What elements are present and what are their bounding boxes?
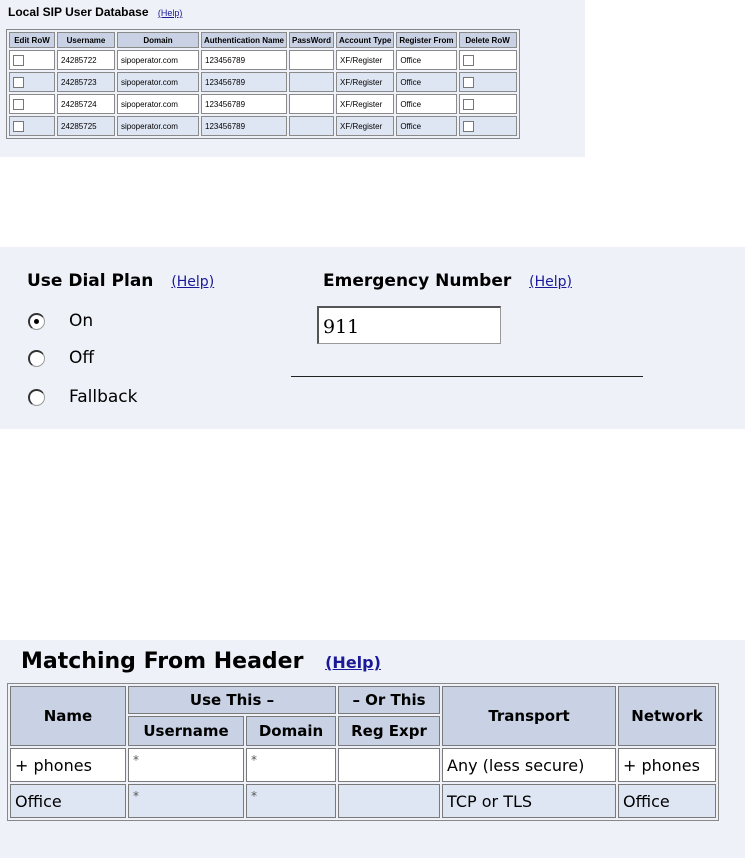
reg-expr-input[interactable] (338, 784, 440, 818)
col-group-use-this: Use This – (128, 686, 336, 714)
delete-row-checkbox[interactable] (459, 116, 517, 136)
transport-select[interactable]: TCP or TLS (442, 784, 616, 818)
password-cell[interactable] (289, 72, 334, 92)
sip-user-table (6, 29, 520, 139)
sip-user-database-panel (0, 0, 585, 157)
delete-row-checkbox[interactable] (459, 50, 517, 70)
account-type-cell[interactable]: XF/Register (336, 72, 394, 92)
col-reg-expr: Reg Expr (338, 716, 440, 746)
domain-cell[interactable]: sipoperator.com (117, 72, 199, 92)
account-type-cell[interactable]: XF/Register (336, 116, 394, 136)
sip-db-heading (8, 5, 182, 19)
radio-label-off: Off (69, 348, 95, 368)
password-cell[interactable] (289, 50, 334, 70)
dial-plan-panel (0, 247, 745, 429)
username-cell[interactable]: 24285725 (57, 116, 115, 136)
col-domain: Domain (246, 716, 336, 746)
delete-row-checkbox[interactable] (459, 94, 517, 114)
name-cell[interactable]: Office (10, 784, 126, 818)
radio-fallback[interactable] (28, 389, 45, 406)
register-from-cell[interactable]: Office (396, 50, 456, 70)
username-cell[interactable]: 24285722 (57, 50, 115, 70)
dial-plan-option-on[interactable] (28, 311, 93, 331)
matching-title: Matching From Header (21, 649, 304, 674)
radio-label-on: On (69, 311, 94, 331)
col-network: Network (618, 686, 716, 746)
dial-plan-title: Use Dial Plan (27, 271, 154, 291)
col-password: PassWord (289, 32, 334, 48)
dial-plan-option-fallback[interactable] (28, 387, 137, 407)
emergency-number-input[interactable]: 911 (317, 306, 501, 344)
matching-heading (21, 649, 381, 674)
auth-name-cell[interactable]: 123456789 (201, 116, 287, 136)
table-row (10, 748, 716, 782)
register-from-cell[interactable]: Office (396, 72, 456, 92)
name-cell[interactable]: + phones (10, 748, 126, 782)
sip-db-title: Local SIP User Database (8, 5, 149, 19)
username-input[interactable]: * (128, 748, 244, 782)
register-from-cell[interactable]: Office (396, 94, 456, 114)
network-select[interactable]: Office (618, 784, 716, 818)
col-auth-name: Authentication Name (201, 32, 287, 48)
auth-name-cell[interactable]: 123456789 (201, 50, 287, 70)
account-type-cell[interactable]: XF/Register (336, 94, 394, 114)
transport-select[interactable]: Any (less secure) (442, 748, 616, 782)
username-input[interactable]: * (128, 784, 244, 818)
username-cell[interactable]: 24285723 (57, 72, 115, 92)
matching-from-header-panel (0, 640, 745, 858)
auth-name-cell[interactable]: 123456789 (201, 72, 287, 92)
matching-help-link[interactable]: (Help) (325, 653, 381, 672)
table-row (9, 116, 517, 136)
domain-cell[interactable]: sipoperator.com (117, 50, 199, 70)
register-from-cell[interactable]: Office (396, 116, 456, 136)
col-delete-row: Delete RoW (459, 32, 517, 48)
table-row (9, 94, 517, 114)
radio-off[interactable] (28, 350, 45, 367)
password-cell[interactable] (289, 116, 334, 136)
col-account-type: Account Type (336, 32, 394, 48)
password-cell[interactable] (289, 94, 334, 114)
matching-table (7, 683, 719, 821)
auth-name-cell[interactable]: 123456789 (201, 94, 287, 114)
col-username: Username (128, 716, 244, 746)
dial-plan-heading (27, 271, 214, 291)
reg-expr-input[interactable] (338, 748, 440, 782)
col-name: Name (10, 686, 126, 746)
delete-row-checkbox[interactable] (459, 72, 517, 92)
account-type-cell[interactable]: XF/Register (336, 50, 394, 70)
sip-db-help-link[interactable]: (Help) (157, 8, 183, 18)
col-transport: Transport (442, 686, 616, 746)
edit-row-checkbox[interactable] (9, 72, 55, 92)
domain-cell[interactable]: sipoperator.com (117, 116, 199, 136)
edit-row-checkbox[interactable] (9, 94, 55, 114)
edit-row-checkbox[interactable] (9, 116, 55, 136)
emergency-number-heading (323, 271, 572, 291)
divider-line (291, 376, 643, 377)
domain-input[interactable]: * (246, 784, 336, 818)
table-row (9, 72, 517, 92)
network-select[interactable]: + phones (618, 748, 716, 782)
col-edit-row: Edit RoW (9, 32, 55, 48)
table-row (10, 784, 716, 818)
dial-plan-option-off[interactable] (28, 348, 94, 368)
edit-row-checkbox[interactable] (9, 50, 55, 70)
col-group-or-this: – Or This (338, 686, 440, 714)
col-register-from: Register From (396, 32, 456, 48)
domain-cell[interactable]: sipoperator.com (117, 94, 199, 114)
radio-on[interactable] (28, 313, 45, 330)
domain-input[interactable]: * (246, 748, 336, 782)
radio-label-fallback: Fallback (69, 387, 138, 407)
dial-plan-help-link[interactable]: (Help) (171, 274, 215, 290)
username-cell[interactable]: 24285724 (57, 94, 115, 114)
table-row (9, 50, 517, 70)
emergency-number-title: Emergency Number (323, 271, 512, 291)
emergency-help-link[interactable]: (Help) (529, 274, 573, 290)
col-username: Username (57, 32, 115, 48)
col-domain: Domain (117, 32, 199, 48)
